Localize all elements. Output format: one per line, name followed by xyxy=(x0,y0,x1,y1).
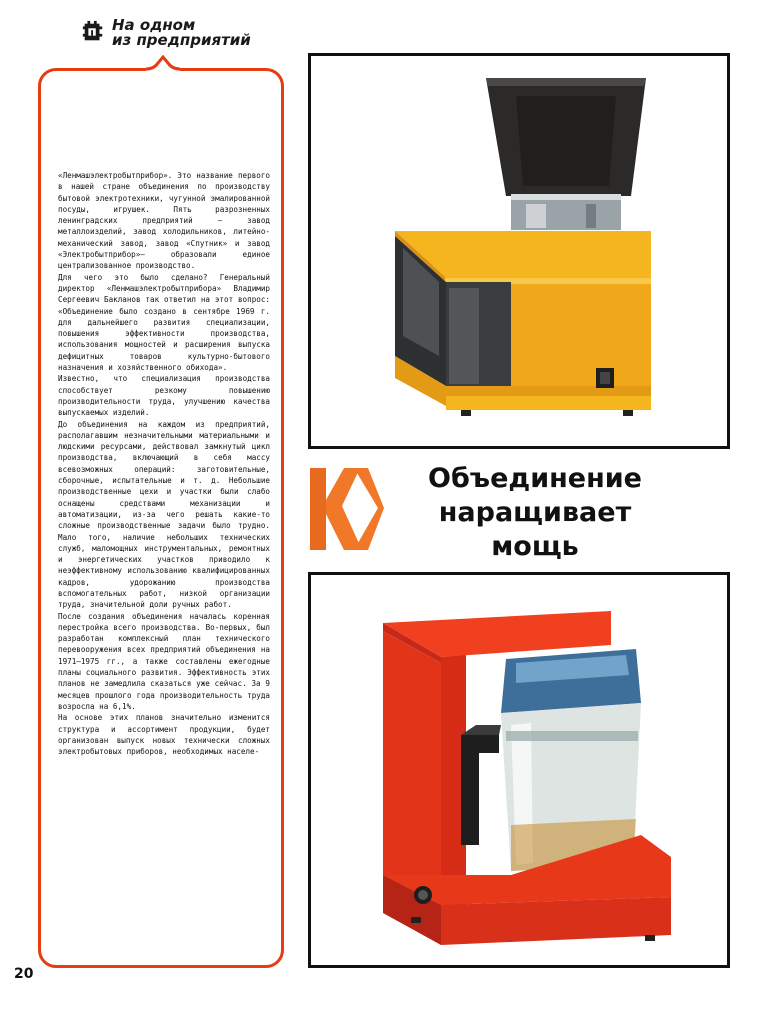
headline-line-1: Объединение xyxy=(428,463,642,494)
photo-red-coffee-maker xyxy=(308,572,730,968)
headline-line-3: мощь xyxy=(491,531,579,562)
headline xyxy=(410,462,660,564)
red-coffee-maker-illustration xyxy=(311,575,727,965)
header-title xyxy=(112,18,251,48)
yellow-appliance-illustration xyxy=(311,56,727,446)
factory-gear-icon xyxy=(82,18,108,48)
header-line-2: из предприятий xyxy=(112,31,251,49)
photo-yellow-appliance xyxy=(308,53,730,449)
page-number: 20 xyxy=(14,966,34,982)
article-paragraph: Для чего это было сделано? Генеральный директор «Ленмашэлектробытприбора» Владимир Сергеевич Бакланов так ответил на этот вопрос: «Объединение было создано в сентябре 1969 г. для дальнейшего развития специализации, повышения эффективности производства, использования мощностей и расширения выпуска дефицитных товаров культурно-бытового назначения и хозяйственного обихода». xyxy=(58,272,270,373)
headline-line-2: наращивает xyxy=(438,497,632,528)
article-body xyxy=(58,170,270,757)
article-paragraph: «Ленмашэлектробытприбор». Это название первого в нашей стране объединения по производству бытовой электротехники, чугунной эмалированной посуды, игрушек. Пять разрозненных ленинградских предприятий — завод металлоизделий, завод холодильников, литейно-механический завод, завод «Спутник» и завод «Электробытприбор»— образовали единое централизованное производство. xyxy=(58,171,270,271)
orange-arrow-emblem xyxy=(306,462,386,554)
article-paragraph: После создания объединения началась коренная перестройка всего производства. Во-первых, был разработан комплексный план технического перевооружения всех предприятий объединения на 1971—1975 гг., а также составлены ежегодные планы социального развития. Эффективность этих планов не замедлила сказаться уже сейчас. За 9 месяцев прошлого года производительность труда возросла на 6,1%. xyxy=(58,611,270,711)
article-paragraph: Известно, что специализация производства способствует резкому повышению производительности труда, улучшению качества выпускаемых изделий. xyxy=(58,374,270,418)
header-line-1: На одном xyxy=(112,16,196,34)
frame-notch xyxy=(146,55,180,75)
article-paragraph: На основе этих планов значительно изменится структура и ассортимент продукции, будет организован выпуск новых технически сложных электробытовых приборов, необходимых населе- xyxy=(58,713,270,757)
article-paragraph: До объединения на каждом из предприятий, располагавшим незначительными материальными и людскими ресурсами, действовал замкнутый цикл производства, включающий в себя массу всевозможных операций: заготовительные, сборочные, испытательные и т. д. Небольшие производственные цехи и участки были слабо оснащены средствами механизации и автоматизации, из-за чего решать какие-то сложные производственные задачи было трудно. Мало того, наличие небольших технических служб, маломощных инструментальных, ремонтных и энергетических участков приводило к неэффективному использованию квалифицированных кадров, удорожанию производства вспомогательных работ, низкой организации труда, значительной доли ручных работ. xyxy=(58,419,270,610)
section-header xyxy=(82,18,251,48)
